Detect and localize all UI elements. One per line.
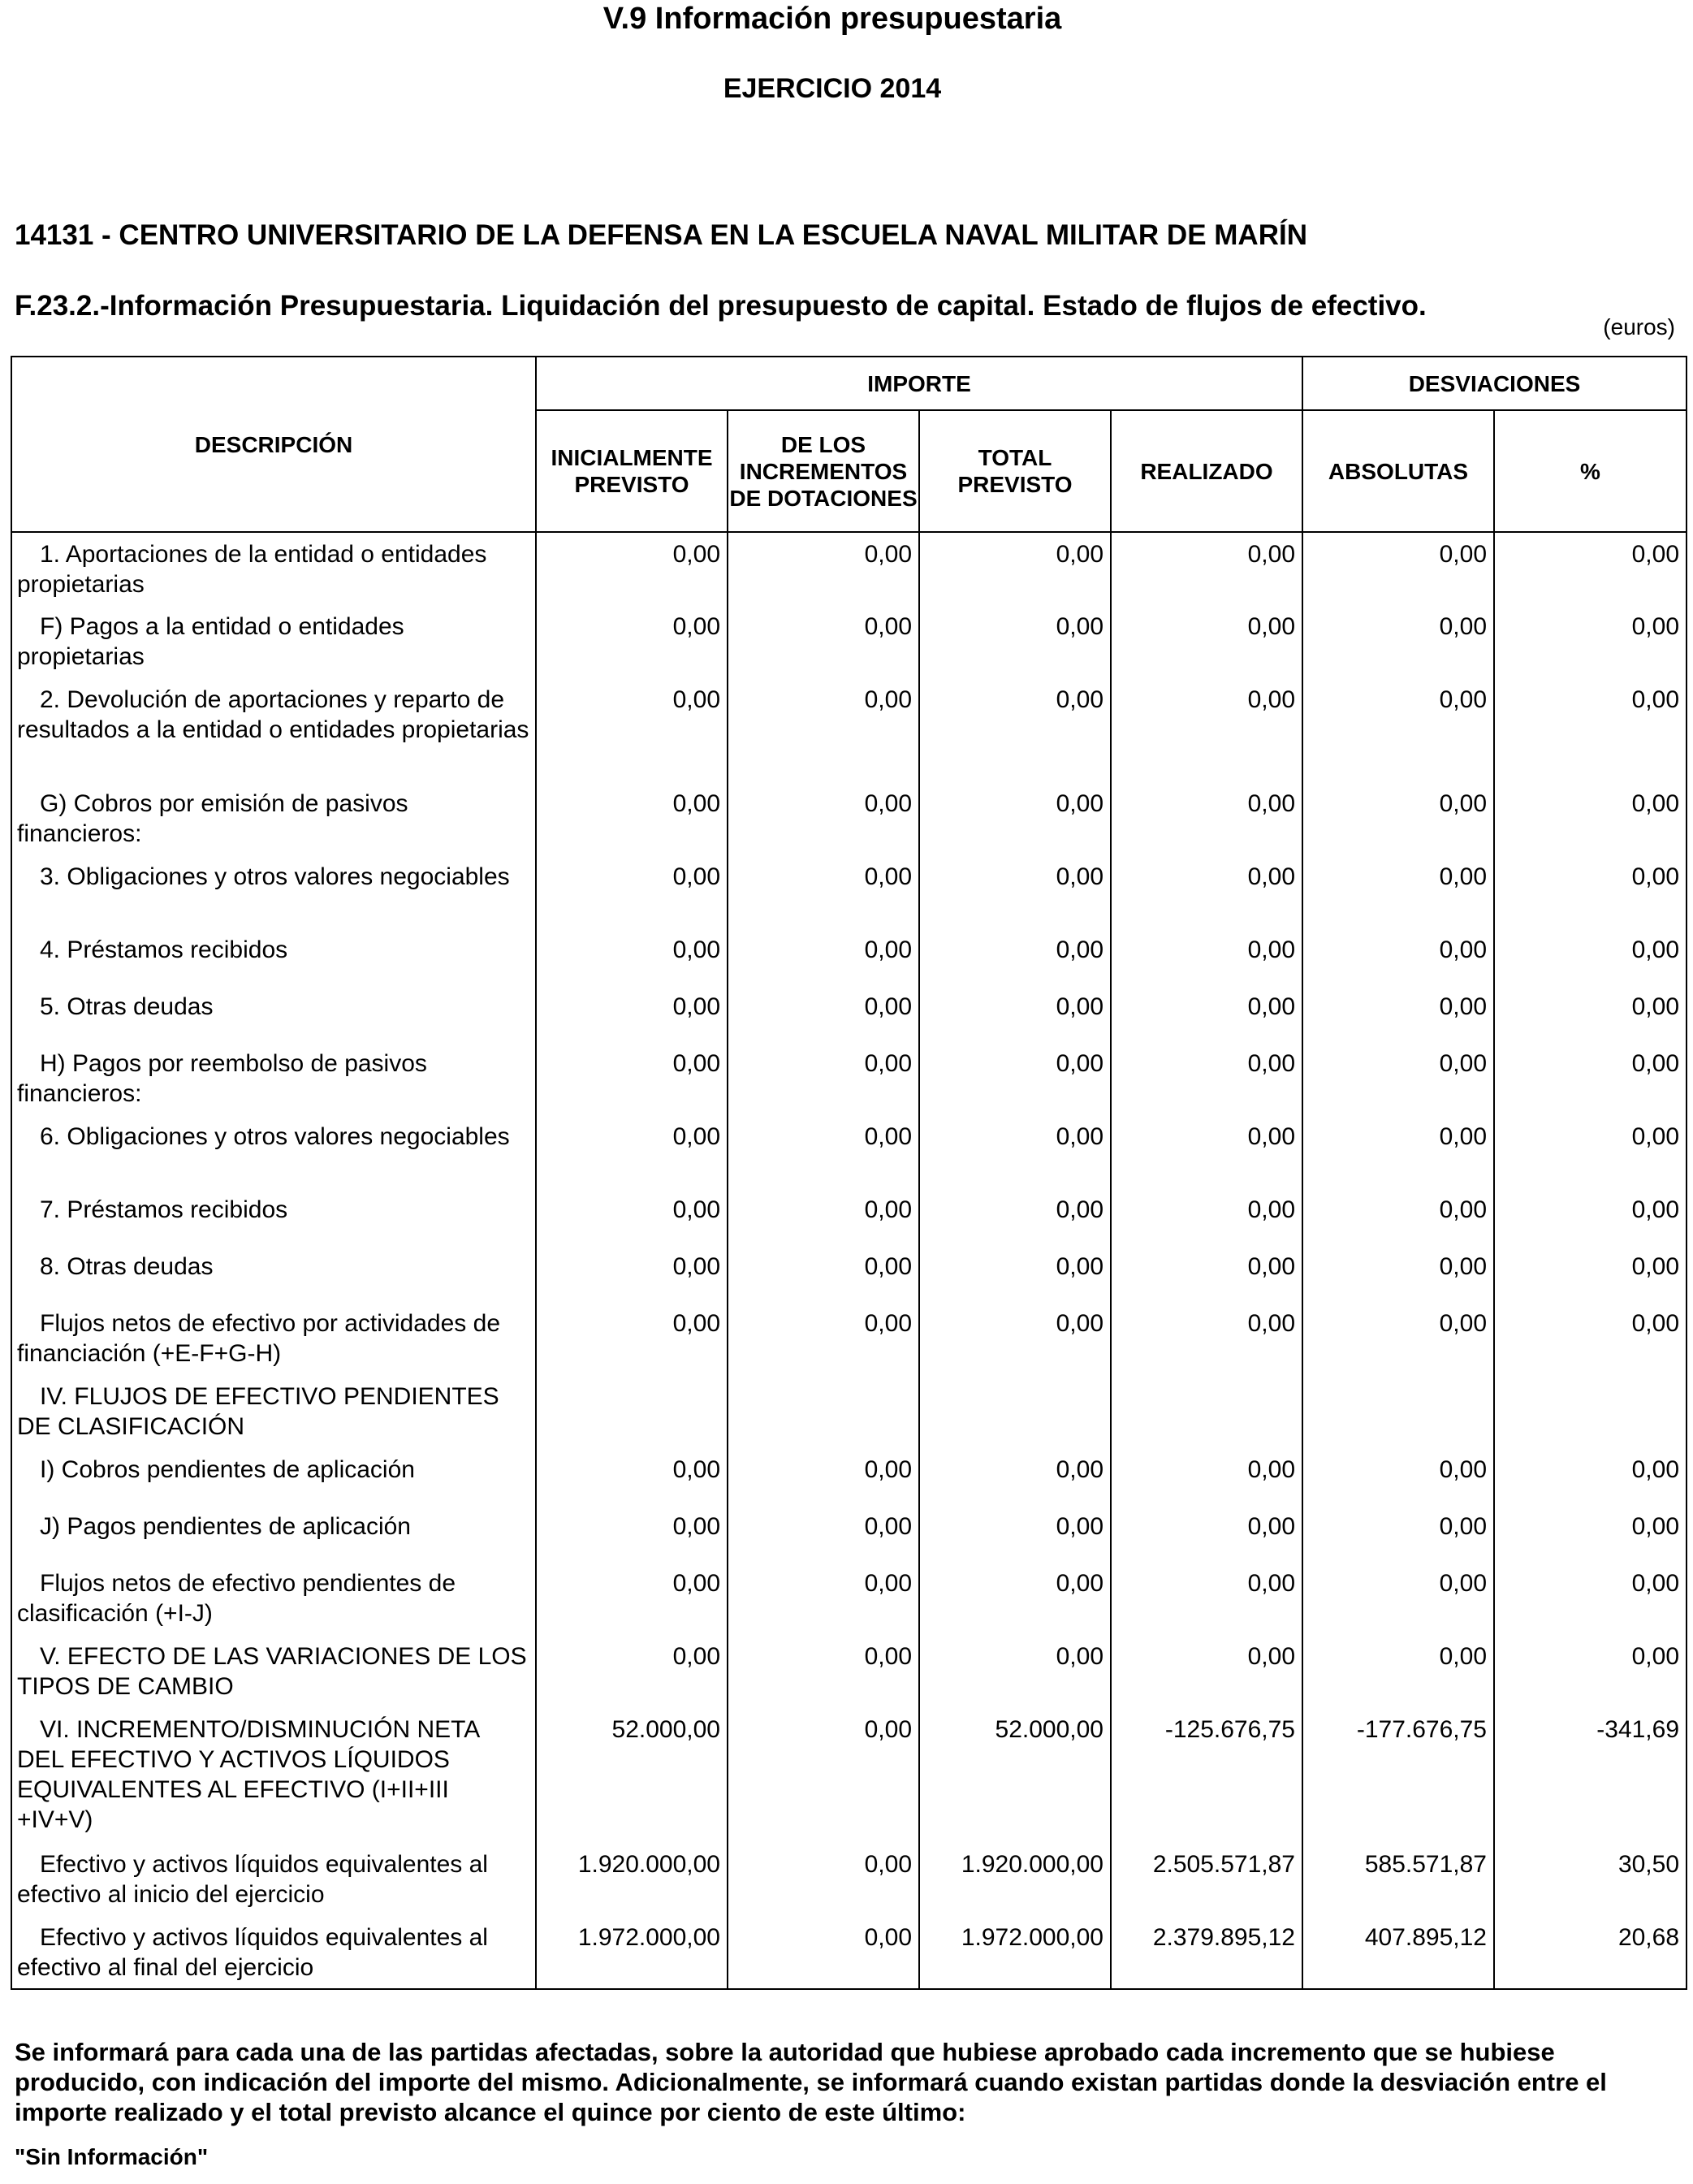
table-row <box>11 1635 1687 1708</box>
cell-total-previsto: 0,00 <box>919 782 1111 855</box>
table-row <box>11 1245 1687 1302</box>
cell-porcentaje: 0,00 <box>1494 1448 1687 1505</box>
cell-incrementos: 0,00 <box>728 1562 919 1635</box>
row-description: 3. Obligaciones y otros valores negociables <box>11 855 536 928</box>
cell-inicialmente-previsto: 1.920.000,00 <box>536 1843 728 1916</box>
row-description: 7. Préstamos recibidos <box>11 1188 536 1245</box>
cell-inicialmente-previsto: 1.972.000,00 <box>536 1916 728 1989</box>
cell-absolutas: 0,00 <box>1302 678 1494 782</box>
cell-absolutas: 585.571,87 <box>1302 1843 1494 1916</box>
cell-realizado: 0,00 <box>1111 1115 1302 1188</box>
cell-realizado: 0,00 <box>1111 1245 1302 1302</box>
table-row <box>11 605 1687 678</box>
cell-total-previsto: 0,00 <box>919 1448 1111 1505</box>
cell-porcentaje: 0,00 <box>1494 985 1687 1042</box>
cell-inicialmente-previsto: 0,00 <box>536 1635 728 1708</box>
cell-total-previsto: 0,00 <box>919 928 1111 985</box>
table-row <box>11 1448 1687 1505</box>
cell-total-previsto: 0,00 <box>919 532 1111 605</box>
cell-porcentaje <box>1494 1375 1687 1448</box>
cell-incrementos: 0,00 <box>728 1245 919 1302</box>
cell-incrementos: 0,00 <box>728 782 919 855</box>
cell-incrementos: 0,00 <box>728 1635 919 1708</box>
cell-absolutas: 0,00 <box>1302 985 1494 1042</box>
cell-absolutas: 0,00 <box>1302 605 1494 678</box>
cell-porcentaje: 0,00 <box>1494 855 1687 928</box>
cell-inicialmente-previsto: 0,00 <box>536 605 728 678</box>
cash-flow-table <box>11 356 1687 1990</box>
row-description: 6. Obligaciones y otros valores negociables <box>11 1115 536 1188</box>
cell-inicialmente-previsto: 0,00 <box>536 1562 728 1635</box>
table-row <box>11 855 1687 928</box>
cell-porcentaje: 0,00 <box>1494 782 1687 855</box>
row-description: I) Cobros pendientes de aplicación <box>11 1448 536 1505</box>
table-row <box>11 1708 1687 1843</box>
cell-realizado: 0,00 <box>1111 605 1302 678</box>
column-header-absolutas: ABSOLUTAS <box>1302 410 1494 532</box>
cell-incrementos: 0,00 <box>728 1843 919 1916</box>
exercise-year: EJERCICIO 2014 <box>723 73 942 104</box>
row-description: 4. Préstamos recibidos <box>11 928 536 985</box>
cell-absolutas <box>1302 1375 1494 1448</box>
cell-absolutas: 0,00 <box>1302 1302 1494 1375</box>
column-header-realizado: REALIZADO <box>1111 410 1302 532</box>
table-row <box>11 678 1687 782</box>
cell-porcentaje: 0,00 <box>1494 532 1687 605</box>
cell-total-previsto: 0,00 <box>919 1245 1111 1302</box>
cell-porcentaje: 0,00 <box>1494 1505 1687 1562</box>
cell-incrementos <box>728 1375 919 1448</box>
cell-total-previsto: 0,00 <box>919 855 1111 928</box>
cell-total-previsto <box>919 1375 1111 1448</box>
cell-incrementos: 0,00 <box>728 605 919 678</box>
row-description: Flujos netos de efectivo pendientes de clasificación (+I-J) <box>11 1562 536 1635</box>
cell-inicialmente-previsto: 0,00 <box>536 1245 728 1302</box>
cell-absolutas: 407.895,12 <box>1302 1916 1494 1989</box>
row-description: J) Pagos pendientes de aplicación <box>11 1505 536 1562</box>
cell-inicialmente-previsto: 0,00 <box>536 1042 728 1115</box>
cell-absolutas: 0,00 <box>1302 1635 1494 1708</box>
row-description: 8. Otras deudas <box>11 1245 536 1302</box>
row-description: F) Pagos a la entidad o entidades propietarias <box>11 605 536 678</box>
cell-total-previsto: 0,00 <box>919 678 1111 782</box>
cell-absolutas: 0,00 <box>1302 1188 1494 1245</box>
cell-realizado: 2.379.895,12 <box>1111 1916 1302 1989</box>
cell-porcentaje: 0,00 <box>1494 1635 1687 1708</box>
footnote: Se informará para cada una de las partidas afectadas, sobre la autoridad que hubiese aprobado cada incremento que se hubiese producido, con indicación del importe del mismo. Adicionalmente, se informará cuando existan partidas donde la desviación entre el importe realizado y el total previsto alcance el quince por ciento de este último: <box>15 2038 1607 2126</box>
table-row <box>11 928 1687 985</box>
column-header-total-previsto: TOTAL PREVISTO <box>919 410 1111 532</box>
cell-inicialmente-previsto: 0,00 <box>536 1188 728 1245</box>
cell-total-previsto: 0,00 <box>919 1042 1111 1115</box>
cell-inicialmente-previsto: 0,00 <box>536 928 728 985</box>
row-description: 5. Otras deudas <box>11 985 536 1042</box>
cell-inicialmente-previsto: 0,00 <box>536 855 728 928</box>
cell-inicialmente-previsto: 0,00 <box>536 1505 728 1562</box>
row-description: IV. FLUJOS DE EFECTIVO PENDIENTES DE CLASIFICACIÓN <box>11 1375 536 1448</box>
table-row <box>11 1562 1687 1635</box>
cell-incrementos: 0,00 <box>728 1188 919 1245</box>
cell-realizado: 0,00 <box>1111 532 1302 605</box>
cell-absolutas: 0,00 <box>1302 928 1494 985</box>
cell-porcentaje: 30,50 <box>1494 1843 1687 1916</box>
row-description: H) Pagos por reembolso de pasivos financieros: <box>11 1042 536 1115</box>
cell-absolutas: 0,00 <box>1302 1562 1494 1635</box>
table-row <box>11 1843 1687 1916</box>
table-row <box>11 1115 1687 1188</box>
cell-realizado: 0,00 <box>1111 1635 1302 1708</box>
group-header-importe: IMPORTE <box>536 357 1302 410</box>
cell-porcentaje: 0,00 <box>1494 1042 1687 1115</box>
cell-incrementos: 0,00 <box>728 1505 919 1562</box>
cell-total-previsto: 0,00 <box>919 1505 1111 1562</box>
cell-realizado: 0,00 <box>1111 855 1302 928</box>
cell-realizado: 0,00 <box>1111 1188 1302 1245</box>
column-header-incrementos: DE LOS INCREMENTOS DE DOTACIONES <box>728 410 919 532</box>
row-description: Efectivo y activos líquidos equivalentes al efectivo al inicio del ejercicio <box>11 1843 536 1916</box>
cell-total-previsto: 0,00 <box>919 1635 1111 1708</box>
cell-inicialmente-previsto: 0,00 <box>536 678 728 782</box>
cell-incrementos: 0,00 <box>728 928 919 985</box>
table-row <box>11 1302 1687 1375</box>
cell-porcentaje: 0,00 <box>1494 1302 1687 1375</box>
cell-total-previsto: 0,00 <box>919 1302 1111 1375</box>
cell-absolutas: 0,00 <box>1302 782 1494 855</box>
cell-inicialmente-previsto: 0,00 <box>536 532 728 605</box>
cell-realizado: 0,00 <box>1111 1562 1302 1635</box>
table-row <box>11 782 1687 855</box>
cell-porcentaje: 0,00 <box>1494 1115 1687 1188</box>
row-description: Flujos netos de efectivo por actividades de financiación (+E-F+G-H) <box>11 1302 536 1375</box>
report-subtitle: F.23.2.-Información Presupuestaria. Liquidación del presupuesto de capital. Estado de flujos de efectivo. <box>15 290 1427 322</box>
cell-total-previsto: 0,00 <box>919 985 1111 1042</box>
cell-porcentaje: 0,00 <box>1494 1562 1687 1635</box>
cell-inicialmente-previsto: 0,00 <box>536 782 728 855</box>
row-description: V. EFECTO DE LAS VARIACIONES DE LOS TIPOS DE CAMBIO <box>11 1635 536 1708</box>
cell-porcentaje: -341,69 <box>1494 1708 1687 1843</box>
cell-incrementos: 0,00 <box>728 1302 919 1375</box>
cell-total-previsto: 0,00 <box>919 605 1111 678</box>
cell-realizado: 0,00 <box>1111 985 1302 1042</box>
no-information-note: "Sin Información" <box>15 2144 209 2169</box>
cell-realizado: 0,00 <box>1111 1448 1302 1505</box>
cell-realizado: 0,00 <box>1111 1042 1302 1115</box>
row-description: VI. INCREMENTO/DISMINUCIÓN NETA DEL EFECTIVO Y ACTIVOS LÍQUIDOS EQUIVALENTES AL EFECTIVO (I+II+III +IV+V) <box>11 1708 536 1843</box>
cell-porcentaje: 0,00 <box>1494 928 1687 985</box>
cell-realizado: 0,00 <box>1111 782 1302 855</box>
cell-realizado: -125.676,75 <box>1111 1708 1302 1843</box>
page-title: V.9 Información presupuestaria <box>602 2 1062 36</box>
cell-absolutas: 0,00 <box>1302 1115 1494 1188</box>
cell-absolutas: 0,00 <box>1302 1505 1494 1562</box>
cell-incrementos: 0,00 <box>728 532 919 605</box>
cell-inicialmente-previsto: 0,00 <box>536 985 728 1042</box>
table-row <box>11 532 1687 605</box>
table-row <box>11 1916 1687 1989</box>
cell-porcentaje: 0,00 <box>1494 678 1687 782</box>
cell-total-previsto: 1.920.000,00 <box>919 1843 1111 1916</box>
cell-absolutas: 0,00 <box>1302 1245 1494 1302</box>
cell-porcentaje: 0,00 <box>1494 1188 1687 1245</box>
table-row <box>11 1505 1687 1562</box>
column-header-porcentaje: % <box>1494 410 1687 532</box>
cell-inicialmente-previsto: 0,00 <box>536 1448 728 1505</box>
column-header-descripcion: DESCRIPCIÓN <box>11 357 536 532</box>
cell-porcentaje: 0,00 <box>1494 1245 1687 1302</box>
cell-realizado <box>1111 1375 1302 1448</box>
cell-absolutas: 0,00 <box>1302 1448 1494 1505</box>
cell-incrementos: 0,00 <box>728 985 919 1042</box>
cell-incrementos: 0,00 <box>728 1115 919 1188</box>
cell-inicialmente-previsto: 0,00 <box>536 1115 728 1188</box>
table-row <box>11 1375 1687 1448</box>
cell-total-previsto: 0,00 <box>919 1562 1111 1635</box>
column-header-inicialmente-previsto: INICIALMENTE PREVISTO <box>536 410 728 532</box>
cell-realizado: 0,00 <box>1111 1302 1302 1375</box>
cell-inicialmente-previsto <box>536 1375 728 1448</box>
group-header-desviaciones: DESVIACIONES <box>1302 357 1687 410</box>
table-row <box>11 1188 1687 1245</box>
row-description: 2. Devolución de aportaciones y reparto de resultados a la entidad o entidades propietarias <box>11 678 536 782</box>
table-row <box>11 1042 1687 1115</box>
cell-porcentaje: 20,68 <box>1494 1916 1687 1989</box>
cell-incrementos: 0,00 <box>728 1708 919 1843</box>
entity-name: 14131 - CENTRO UNIVERSITARIO DE LA DEFENSA EN LA ESCUELA NAVAL MILITAR DE MARÍN <box>15 219 1307 251</box>
cell-inicialmente-previsto: 52.000,00 <box>536 1708 728 1843</box>
cell-incrementos: 0,00 <box>728 1042 919 1115</box>
cell-total-previsto: 52.000,00 <box>919 1708 1111 1843</box>
cell-incrementos: 0,00 <box>728 855 919 928</box>
cell-realizado: 0,00 <box>1111 928 1302 985</box>
cell-absolutas: 0,00 <box>1302 855 1494 928</box>
cell-realizado: 2.505.571,87 <box>1111 1843 1302 1916</box>
units-label: (euros) <box>1603 314 1675 339</box>
row-description: Efectivo y activos líquidos equivalentes al efectivo al final del ejercicio <box>11 1916 536 1989</box>
cell-porcentaje: 0,00 <box>1494 605 1687 678</box>
cell-inicialmente-previsto: 0,00 <box>536 1302 728 1375</box>
cell-total-previsto: 0,00 <box>919 1188 1111 1245</box>
cell-incrementos: 0,00 <box>728 1448 919 1505</box>
cell-absolutas: -177.676,75 <box>1302 1708 1494 1843</box>
row-description: G) Cobros por emisión de pasivos financieros: <box>11 782 536 855</box>
table-row <box>11 985 1687 1042</box>
cell-absolutas: 0,00 <box>1302 532 1494 605</box>
cell-incrementos: 0,00 <box>728 1916 919 1989</box>
cell-incrementos: 0,00 <box>728 678 919 782</box>
row-description: 1. Aportaciones de la entidad o entidades propietarias <box>11 532 536 605</box>
cell-total-previsto: 0,00 <box>919 1115 1111 1188</box>
cell-realizado: 0,00 <box>1111 1505 1302 1562</box>
cell-total-previsto: 1.972.000,00 <box>919 1916 1111 1989</box>
cell-absolutas: 0,00 <box>1302 1042 1494 1115</box>
cell-realizado: 0,00 <box>1111 678 1302 782</box>
